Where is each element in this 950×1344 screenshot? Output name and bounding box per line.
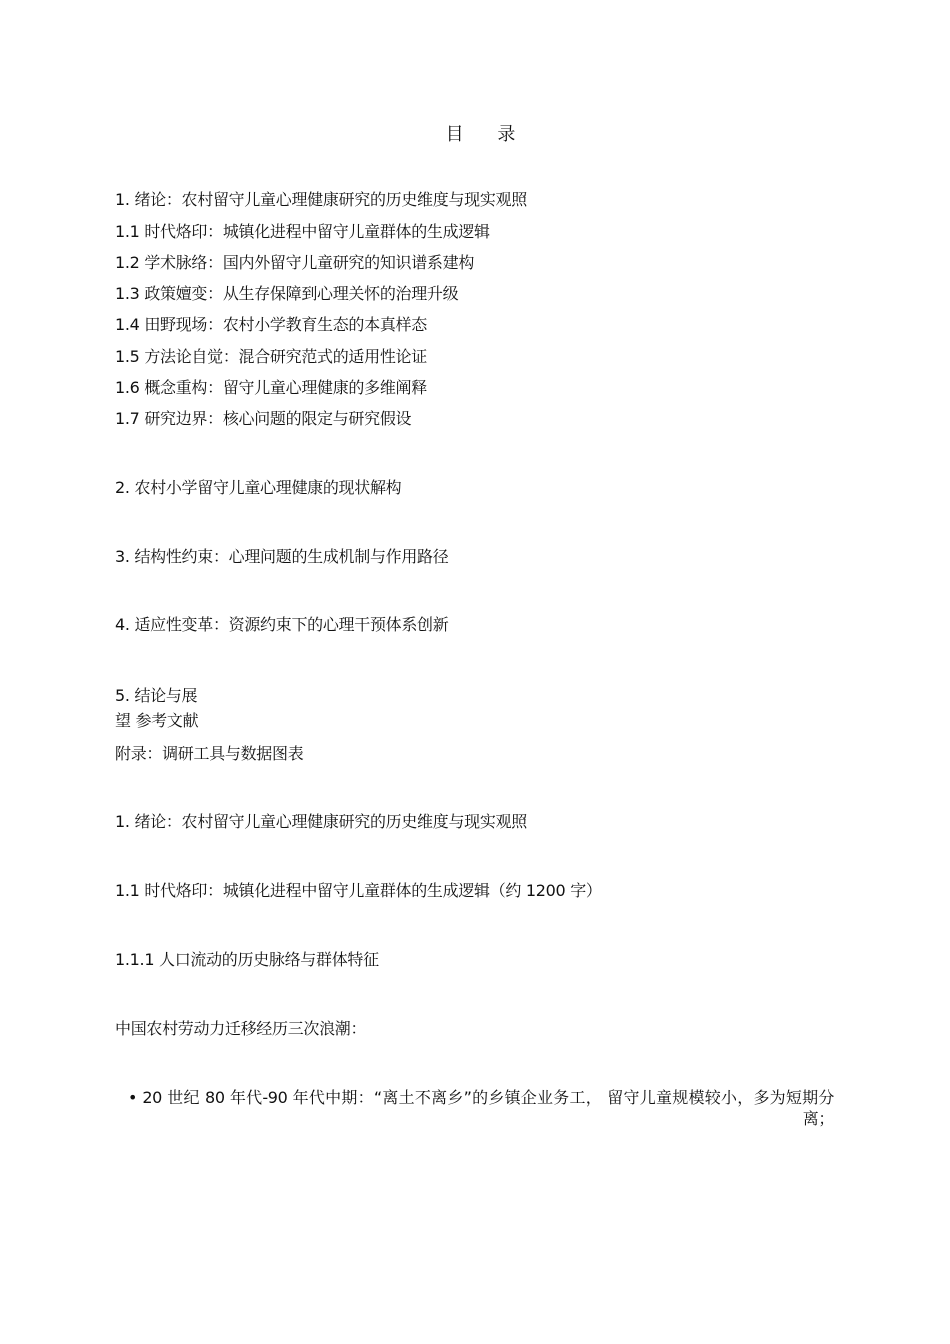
toc-item[interactable]: 1.1 时代烙印：城镇化进程中留守儿童群体的生成逻辑 — [115, 222, 490, 241]
bullet-marker: • — [128, 1088, 138, 1107]
section-heading-1: 1. 绪论：农村留守儿童心理健康研究的历史维度与现实观照 — [115, 812, 527, 831]
body-paragraph: 中国农村劳动力迁移经历三次浪潮： — [115, 1019, 367, 1038]
toc-chapter-4[interactable]: 4. 适应性变革：资源约束下的心理干预体系创新 — [115, 615, 449, 634]
toc-item[interactable]: 1. 绪论：农村留守儿童心理健康研究的历史维度与现实观照 — [115, 190, 527, 209]
section-heading-1-1: 1.1 时代烙印：城镇化进程中留守儿童群体的生成逻辑（约 1200 字） — [115, 881, 602, 900]
toc-item[interactable]: 1.5 方法论自觉：混合研究范式的适用性论证 — [115, 347, 427, 366]
toc-appendix[interactable]: 附录：调研工具与数据图表 — [115, 744, 304, 763]
toc-chapter-5[interactable]: 5. 结论与展 — [115, 686, 198, 705]
toc-references[interactable]: 望 参考文献 — [115, 711, 199, 730]
section-heading-1-1-1: 1.1.1 人口流动的历史脉络与群体特征 — [115, 950, 379, 969]
toc-item[interactable]: 1.6 概念重构：留守儿童心理健康的多维阐释 — [115, 378, 427, 397]
bullet-text: 20 世纪 80 年代-90 年代中期：“离土不离乡”的乡镇企业务工， 留守儿童规模较小，多为短期分离； — [142, 1088, 834, 1128]
toc-item[interactable]: 1.7 研究边界：核心问题的限定与研究假设 — [115, 409, 412, 428]
toc-item[interactable]: 1.4 田野现场：农村小学教育生态的本真样态 — [115, 315, 427, 334]
toc-chapter-2[interactable]: 2. 农村小学留守儿童心理健康的现状解构 — [115, 478, 402, 497]
toc-item[interactable]: 1.2 学术脉络：国内外留守儿童研究的知识谱系建构 — [115, 253, 475, 272]
toc-chapter-3[interactable]: 3. 结构性约束：心理问题的生成机制与作用路径 — [115, 547, 449, 566]
toc-item[interactable]: 1.3 政策嬗变：从生存保障到心理关怀的治理升级 — [115, 284, 459, 303]
toc-title: 目 录 — [445, 124, 530, 145]
bullet-item — [128, 1087, 834, 1129]
